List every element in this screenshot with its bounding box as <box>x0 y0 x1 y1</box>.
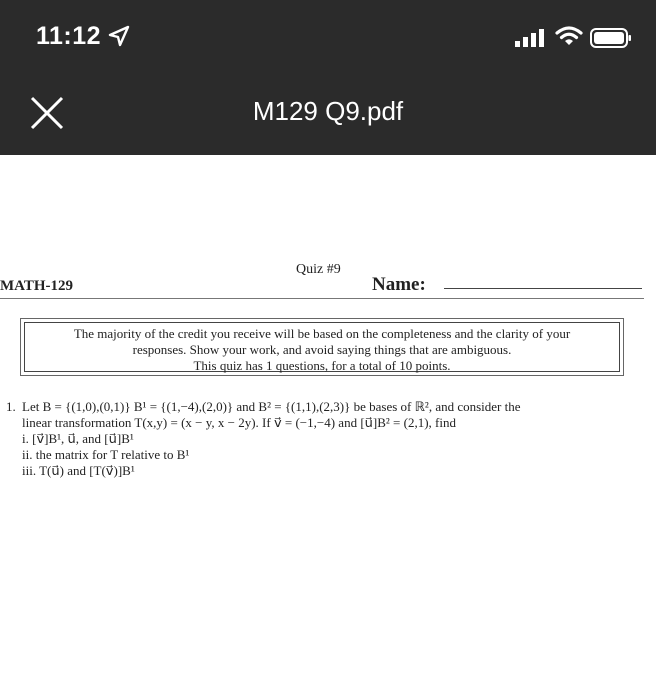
header-rule <box>0 298 644 299</box>
name-blank-line <box>444 288 642 289</box>
instructions-line: responses. Show your work, and avoid saying things that are ambiguous. <box>132 342 512 357</box>
status-time: 11:12 <box>36 22 102 50</box>
question-text <box>22 399 646 431</box>
question-line: linear transformation T(x,y) = (x − y, x − 2y). If v⃗ = (−1,−4) and [u⃗]B² = (2,1), find <box>22 415 456 430</box>
top-bar <box>0 0 656 155</box>
course-code: MATH-129 <box>0 278 74 294</box>
cellular-signal-icon <box>514 28 548 48</box>
instructions-line: This quiz has 1 questions, for a total of 10 points. <box>193 358 451 373</box>
question-part-i: i. [v⃗]B¹, u⃗, and [u⃗]B¹ <box>22 431 134 446</box>
quiz-number: Quiz #9 <box>296 262 341 277</box>
pdf-page <box>0 155 656 700</box>
question-line: Let B = {(1,0),(0,1)} B¹ = {(1,−4),(2,0)} and B² = {(1,1),(2,3)} be bases of ℝ², and consider the <box>22 399 521 414</box>
question-part-ii: ii. the matrix for T relative to B¹ <box>22 447 190 462</box>
instructions-line: The majority of the credit you receive will be based on the completeness and the clarity of your <box>73 326 571 341</box>
question-part-iii: iii. T(u⃗) and [T(v⃗)]B¹ <box>22 463 135 478</box>
instructions-box <box>24 322 620 372</box>
wifi-icon <box>555 24 583 48</box>
name-label: Name: <box>372 274 426 295</box>
location-arrow-icon <box>106 24 132 50</box>
question-number: 1. <box>6 399 16 414</box>
file-title: M129 Q9.pdf <box>252 96 404 126</box>
battery-icon <box>590 28 632 48</box>
